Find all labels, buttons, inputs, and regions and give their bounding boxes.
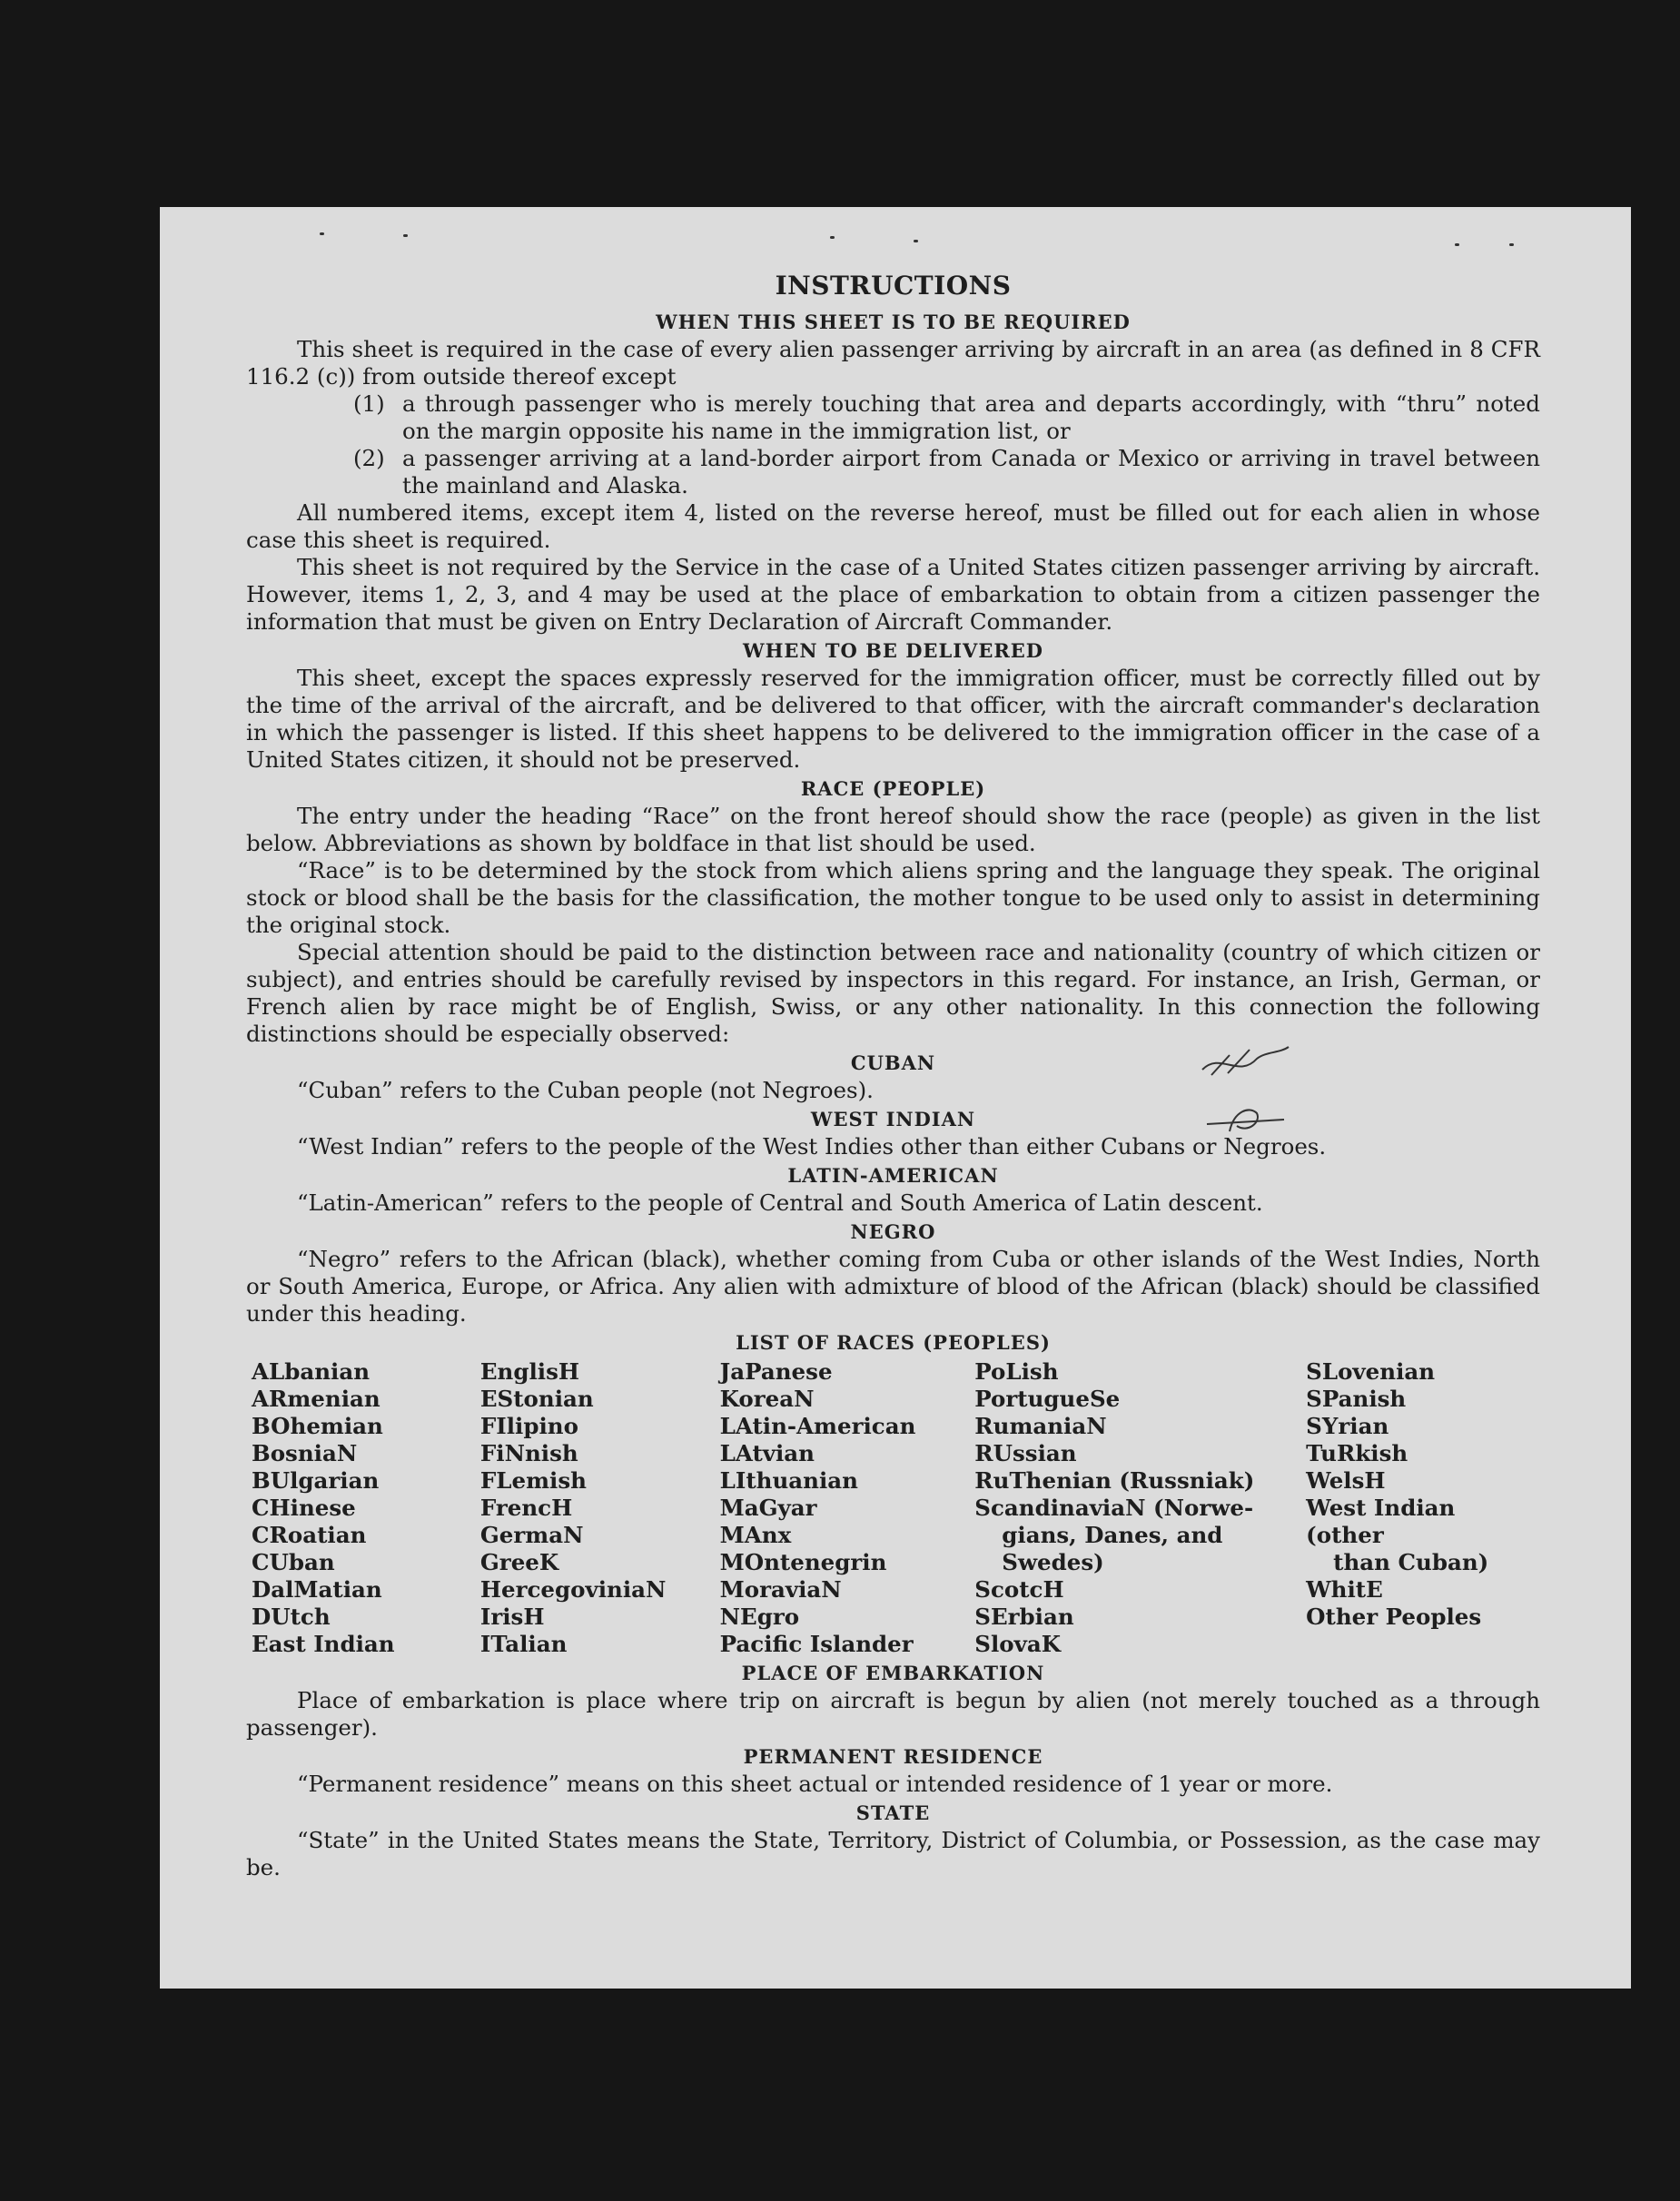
race-entry: GermaN: [479, 1522, 584, 1548]
race-entry: KoreaN: [719, 1386, 815, 1412]
race-entry: GreeK: [479, 1549, 559, 1575]
race-entry: DUtch: [252, 1604, 331, 1630]
race-entry: JaPanese: [719, 1358, 833, 1385]
race-entry: MaGyar: [719, 1495, 817, 1521]
item-number: (1): [353, 390, 385, 417]
item-number: (2): [353, 445, 385, 471]
heading-race: RACE (PEOPLE): [800, 777, 986, 800]
race-entry: LAtin-American: [719, 1413, 916, 1439]
speck: [1455, 243, 1459, 246]
heading-when-delivered: WHEN TO BE DELIVERED: [742, 639, 1043, 662]
race-entry: FrencH: [479, 1495, 573, 1521]
cuban-text: “Cuban” refers to the Cuban people (not Negroes).: [297, 1077, 874, 1103]
races-column-2: [480, 1358, 720, 1658]
race-entry: FLemish: [479, 1467, 587, 1494]
race-entry: EnglisH: [479, 1358, 580, 1385]
state-text: “State” in the United States means the State, Territory, District of Columbia, or Possession, as the case may be.: [246, 1827, 1540, 1880]
race-entry: TuRkish: [1306, 1440, 1408, 1466]
race-entry: SPanish: [1306, 1386, 1407, 1412]
race-entry: NEgro: [719, 1604, 800, 1630]
race-entry: ALbanian: [252, 1358, 371, 1385]
heading-negro: NEGRO: [850, 1220, 936, 1243]
speck: [830, 236, 835, 239]
instruction-sheet: [160, 207, 1631, 1989]
heading-cuban: CUBAN: [850, 1051, 936, 1074]
race-entry: CHinese: [252, 1495, 356, 1521]
handwritten-marks: [1193, 1042, 1302, 1142]
race-entry: MoraviaN: [719, 1576, 842, 1603]
race-entry: West Indian (other: [1306, 1495, 1456, 1548]
race-entry: BosniaN: [252, 1440, 358, 1466]
race-entry: East Indian: [252, 1631, 395, 1657]
race-para-2: “Race” is to be determined by the stock from which aliens spring and the language they speak. The original stock or blood shall be the basis for the classification, the mother tongue to be used only to assist in determining the original stock.: [246, 857, 1540, 938]
race-entry: LIthuanian: [719, 1467, 858, 1494]
when-required-intro: This sheet is required in the case of every alien passenger arriving by aircraft in an area (as defined in 8 CFR 116.2 (c)) from outside thereof except: [246, 336, 1540, 390]
race-entry: CUban: [252, 1549, 335, 1575]
race-entry: RuThenian (Russniak): [974, 1467, 1255, 1494]
race-entry: DalMatian: [252, 1576, 382, 1603]
race-entry: Other Peoples: [1306, 1604, 1482, 1630]
race-entry: PortugueSe: [974, 1386, 1121, 1412]
races-column-4: [974, 1358, 1306, 1658]
race-entry: SYrian: [1306, 1413, 1389, 1439]
when-required-para-3: This sheet is not required by the Service in the case of a United States citizen passenger arriving by aircraft. However, items 1, 2, 3, and 4 may be used at the place of embarkation to obtain from a citizen passenger the information that must be given on Entry Declaration of Aircraft Commander.: [246, 554, 1540, 635]
when-required-para-2: All numbered items, except item 4, listed on the reverse hereof, must be filled out for each alien in whose case this sheet is required.: [246, 499, 1540, 553]
race-entry: SErbian: [974, 1604, 1074, 1630]
race-para-3: Special attention should be paid to the distinction between race and nationality (country of which citizen or subject), and entries should be carefully revised by inspectors in this regard. For instance, an Irish, German, or French alien by race might be of English, Swiss, or any other nationality. In this connection the following distinctions should be especially observed:: [246, 939, 1540, 1047]
race-entry: than Cuban): [1333, 1549, 1489, 1575]
race-entry: MOntenegrin: [719, 1549, 887, 1575]
page-title: INSTRUCTIONS: [775, 271, 1012, 301]
race-para-1: The entry under the heading “Race” on the front hereof should show the race (people) as given in the list below. Abbreviations as shown by boldface in that list should be used.: [246, 803, 1540, 856]
race-entry: ITalian: [479, 1631, 568, 1657]
race-entry: MAnx: [719, 1522, 792, 1548]
race-entry: IrisH: [479, 1604, 545, 1630]
latin-american-text: “Latin-American” refers to the people of Central and South America of Latin descent.: [297, 1189, 1263, 1216]
heading-permanent-residence: PERMANENT RESIDENCE: [743, 1745, 1043, 1768]
race-entry: SlovaK: [974, 1631, 1062, 1657]
place-of-embarkation-text: Place of embarkation is place where trip on aircraft is begun by alien (not merely touched as a through passenger).: [246, 1687, 1540, 1741]
race-entry: BUlgarian: [252, 1467, 380, 1494]
race-entry: ScotcH: [974, 1576, 1064, 1603]
exception-item-2: [246, 445, 1540, 499]
race-entry: gians, Danes, and: [1002, 1522, 1223, 1548]
race-entry: WhitE: [1306, 1576, 1383, 1603]
race-entry: SLovenian: [1306, 1358, 1436, 1385]
race-entry: BOhemian: [252, 1413, 383, 1439]
heading-latin-american: LATIN-AMERICAN: [787, 1164, 999, 1187]
races-list: [252, 1358, 1540, 1658]
race-entry: RUssian: [974, 1440, 1077, 1466]
negro-text: “Negro” refers to the African (black), whether coming from Cuba or other islands of the West Indies, North or South America, Europe, or Africa. Any alien with admixture of blood of the African (black) should be classified under this heading.: [246, 1246, 1540, 1327]
item-text: a passenger arriving at a land-border airport from Canada or Mexico or arriving in travel between the mainland and Alaska.: [402, 445, 1540, 498]
speck: [403, 234, 408, 237]
race-entry: FIlipino: [479, 1413, 578, 1439]
race-entry: FiNnish: [479, 1440, 578, 1466]
item-text: a through passenger who is merely touching that area and departs accordingly, with “thru” noted on the margin opposite his name in the immigration list, or: [402, 390, 1540, 444]
heading-west-indian: WEST INDIAN: [810, 1108, 976, 1130]
race-entry: ScandinaviaN (Norwe-: [974, 1495, 1254, 1521]
race-entry: Pacific Islander: [719, 1631, 914, 1657]
heading-state: STATE: [855, 1801, 931, 1824]
west-indian-text: “West Indian” refers to the people of the West Indies other than either Cubans or Negroes.: [297, 1133, 1327, 1160]
race-entry: HercegoviniaN: [479, 1576, 667, 1603]
race-entry: EStonian: [479, 1386, 594, 1412]
heading-when-required: WHEN THIS SHEET IS TO BE REQUIRED: [656, 311, 1131, 333]
races-column-5: [1306, 1358, 1540, 1658]
race-entry: PoLish: [974, 1358, 1059, 1385]
page-specks: [160, 207, 1631, 280]
permanent-residence-text: “Permanent residence” means on this sheet actual or intended residence of 1 year or more.: [297, 1771, 1333, 1797]
speck: [1509, 243, 1514, 246]
speck: [914, 240, 918, 242]
speck: [320, 232, 324, 235]
race-entry: CRoatian: [252, 1522, 367, 1548]
race-entry: RumaniaN: [974, 1413, 1107, 1439]
race-entry: Swedes): [1002, 1549, 1104, 1575]
race-entry: LAtvian: [719, 1440, 815, 1466]
races-column-3: [720, 1358, 975, 1658]
races-column-1: [252, 1358, 480, 1658]
race-entry: WelsH: [1306, 1467, 1386, 1494]
heading-place-of-embarkation: PLACE OF EMBARKATION: [741, 1662, 1045, 1684]
when-delivered-text: This sheet, except the spaces expressly reserved for the immigration officer, must be correctly filled out by the time of the arrival of the aircraft, and be delivered to that officer, with the aircraft commander's declaration in which the passenger is listed. If this sheet happens to be delivered to the immigration officer in the case of a United States citizen, it should not be preserved.: [246, 665, 1540, 773]
exception-item-1: [246, 390, 1540, 445]
race-entry: ARmenian: [252, 1386, 380, 1412]
heading-list-of-races: LIST OF RACES (PEOPLES): [736, 1331, 1051, 1354]
